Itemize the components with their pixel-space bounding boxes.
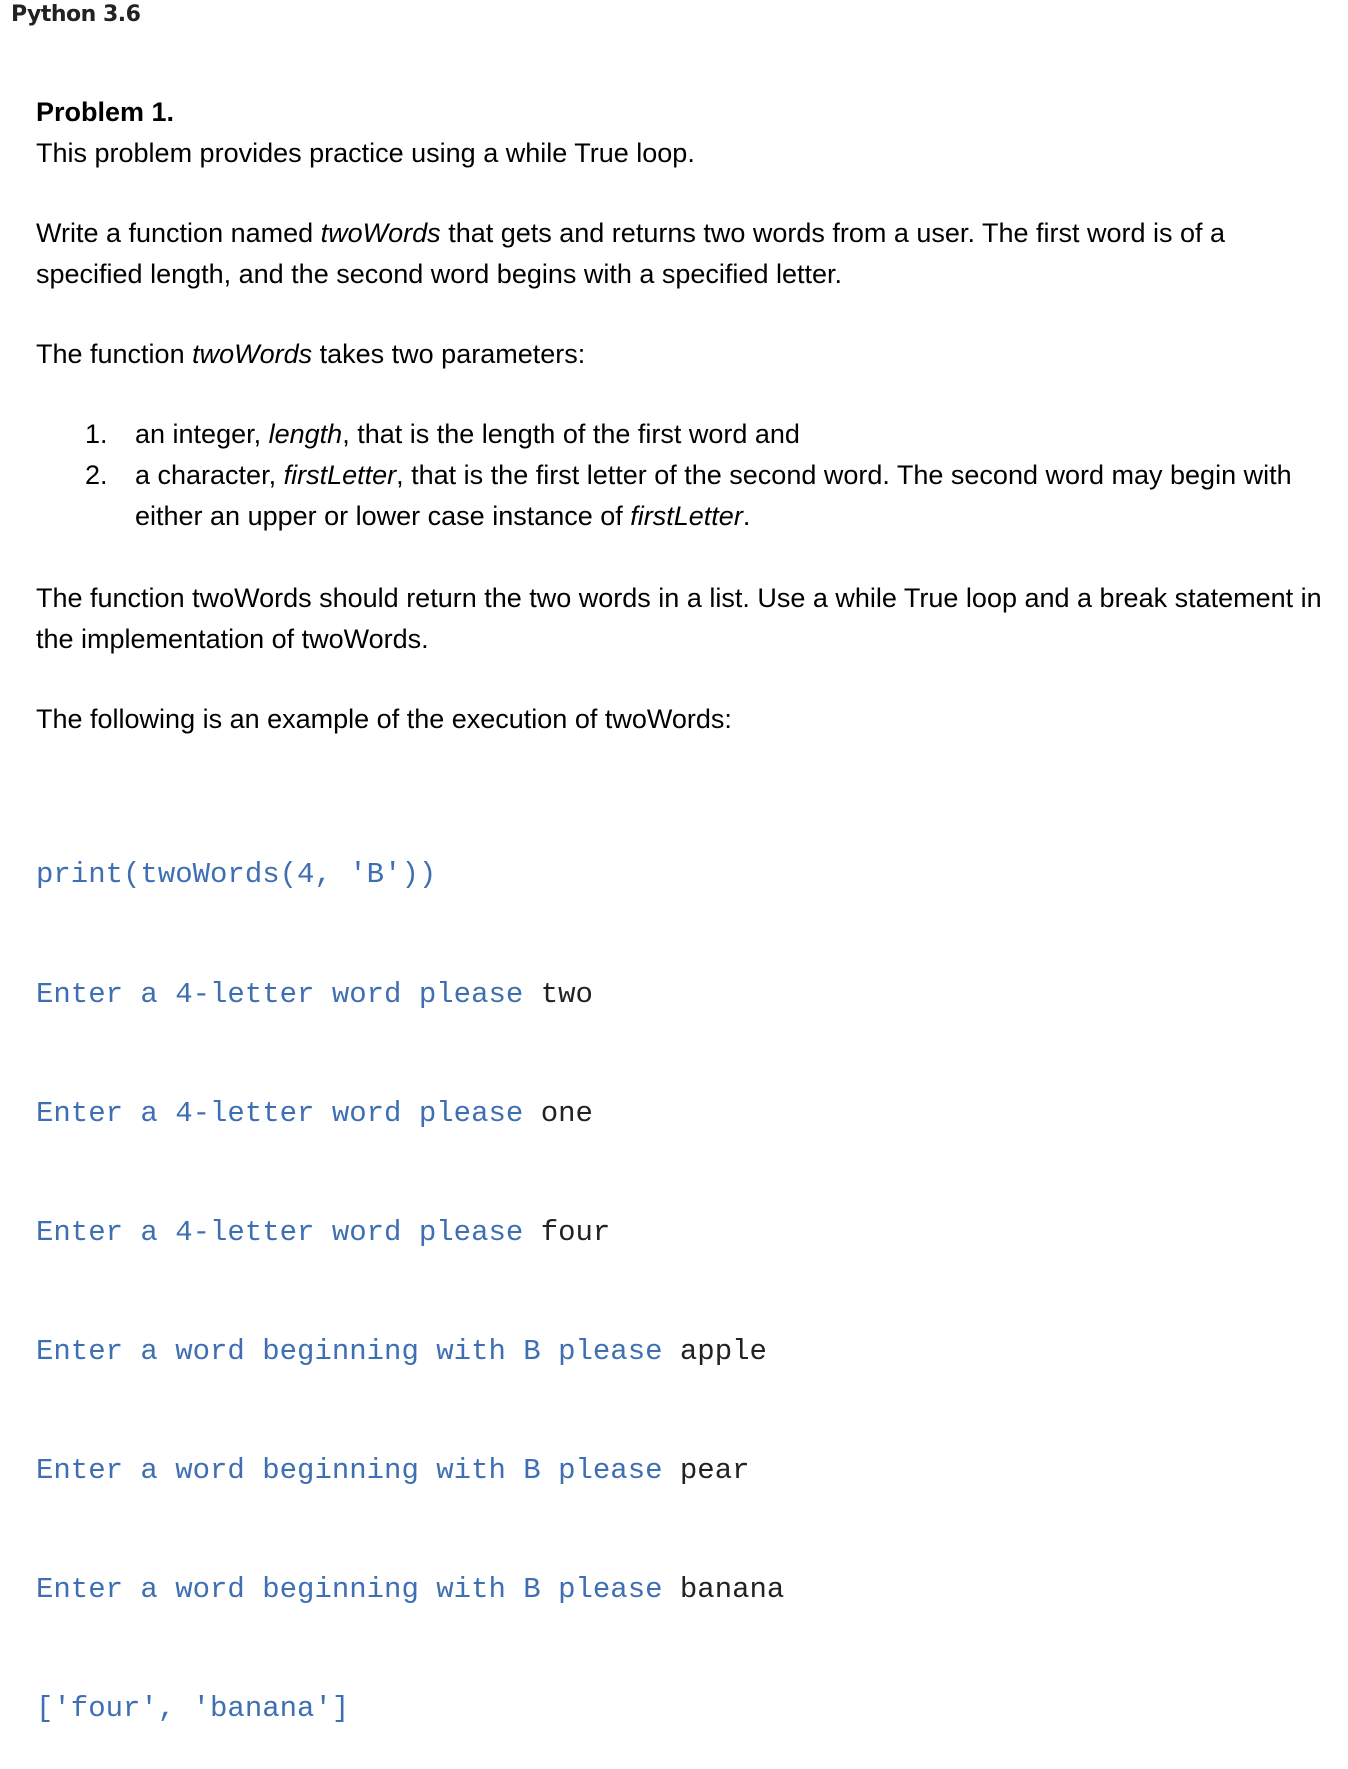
function-name: twoWords [320,218,441,248]
code-input: pear [679,1453,750,1487]
code-prompt: Enter a 4-letter word please [36,1215,541,1249]
function-description [36,213,1331,295]
code-prompt: Enter a word beginning with B please [36,1573,680,1607]
code-input: four [540,1215,611,1249]
code-input: apple [679,1334,767,1368]
description-text: Write a function named [36,218,321,248]
param-name: length [268,419,343,449]
code-line [36,1570,784,1610]
code-prompt: Enter a 4-letter word please [36,977,541,1011]
code-prompt: Enter a word beginning with B please [36,1334,680,1368]
list-number: 2. [85,460,108,490]
param-text: , that is the length of the first word and [342,419,800,449]
parameter-list [36,414,1331,537]
function-name: twoWords [192,339,313,369]
code-line [36,1213,784,1253]
param-text: an integer, [135,419,269,449]
code-line [36,1689,784,1729]
param-text: . [742,501,751,531]
params-text: takes two parameters: [312,339,586,369]
code-line [36,1332,784,1372]
code-line [36,855,784,895]
code-input: one [540,1096,593,1130]
problem-document [36,92,1331,740]
list-item [36,414,1331,455]
code-prompt: print(twoWords(4, 'B')) [36,858,437,892]
param-text: a character, [135,460,284,490]
code-line [36,1094,784,1134]
code-prompt: ['four', 'banana'] [36,1692,350,1726]
param-text: , that is the first letter of the second word. The second word may begin with either an upper or lower case instance of [135,460,1292,531]
code-input: banana [679,1573,785,1607]
description-text: that gets and returns two words from a user. The first word is of a specified length, and the second word begins with a specified letter. [36,218,1226,289]
code-prompt: Enter a word beginning with B please [36,1453,680,1487]
param-name: firstLetter [283,460,397,490]
code-prompt: Enter a 4-letter word please [36,1096,541,1130]
parameters-intro [36,334,1331,375]
problem-heading: Problem 1. [36,97,175,127]
return-description: The function twoWords should return the two words in a list. Use a while True loop and a break statement in the implementation of twoWords. [36,583,1322,654]
params-text: The function [36,339,193,369]
example-code-block [36,776,784,1769]
example-intro: The following is an example of the execution of twoWords: [36,704,732,734]
list-number: 1. [85,419,108,449]
code-line [36,1451,784,1491]
list-item [36,455,1331,537]
window-title: Python 3.6 [11,2,141,27]
code-line [36,975,784,1015]
problem-intro: This problem provides practice using a while True loop. [36,138,695,168]
param-name: firstLetter [630,501,743,531]
code-input: two [540,977,593,1011]
